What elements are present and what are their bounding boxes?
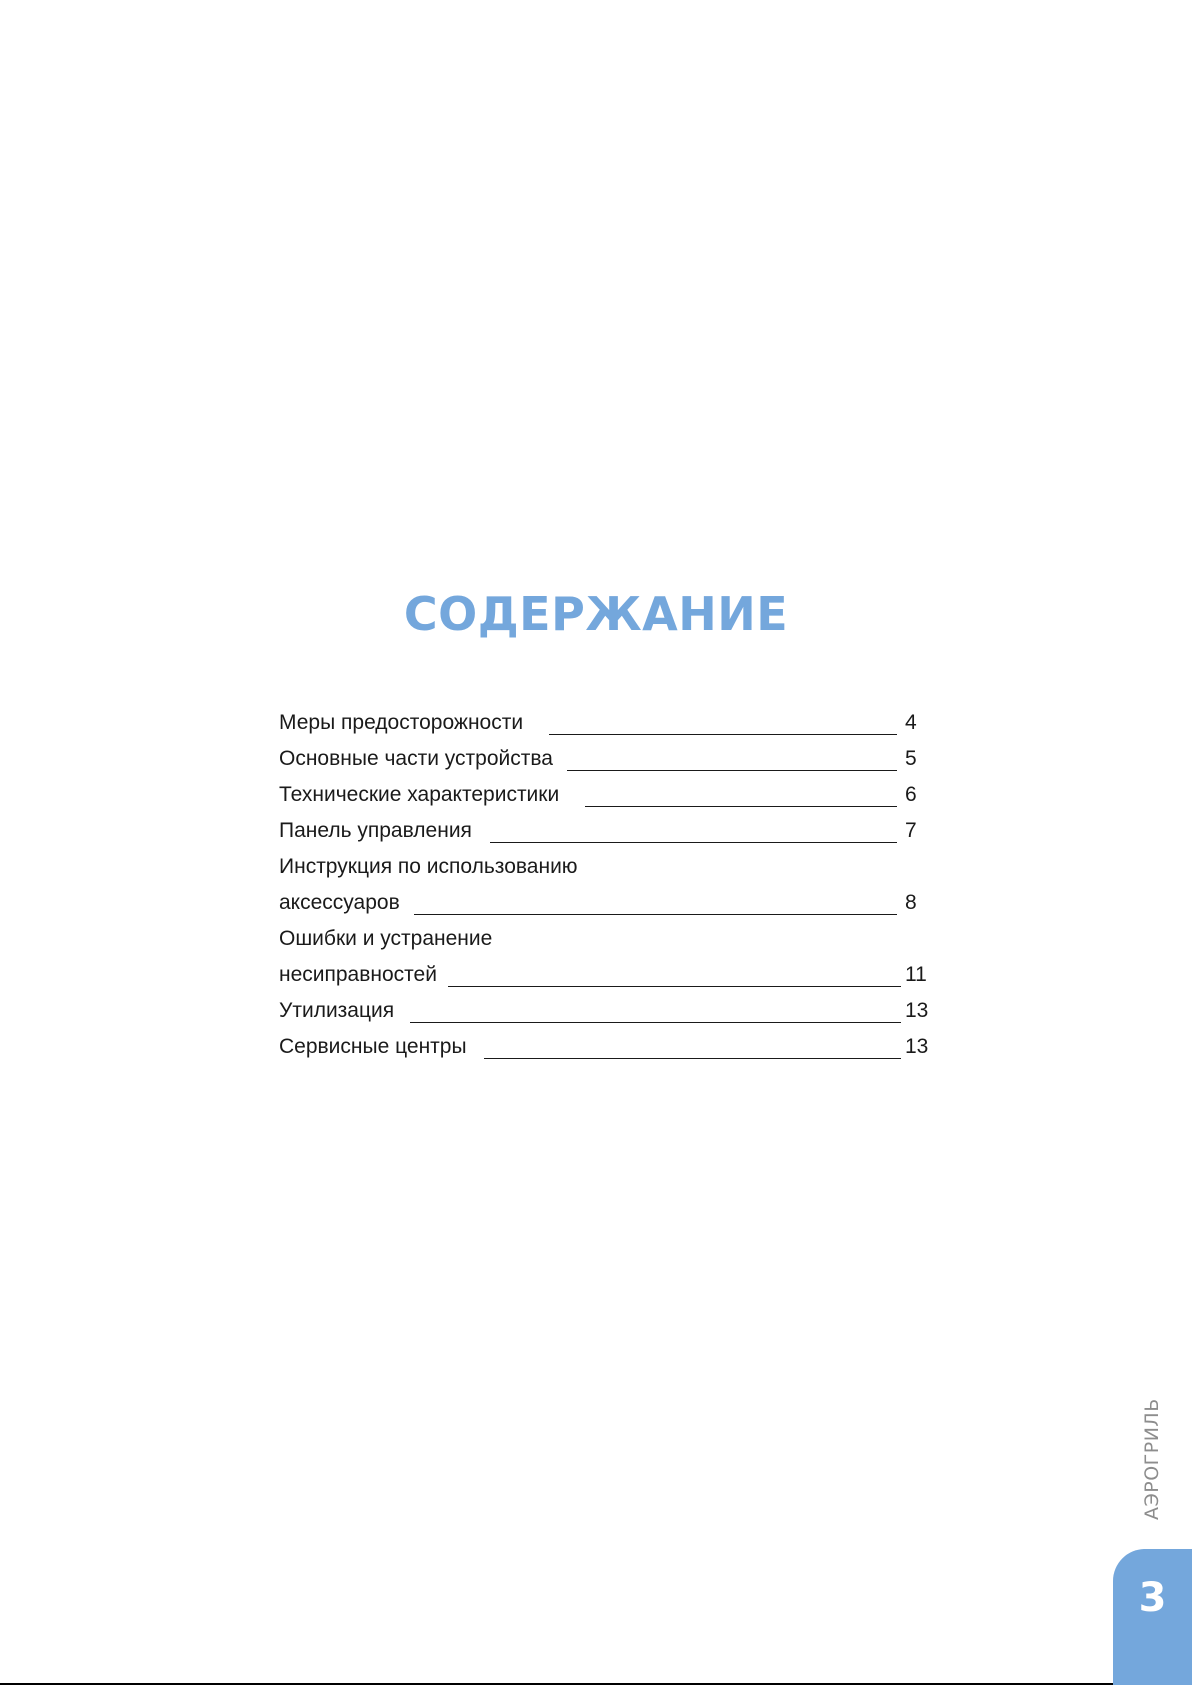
toc-page-number: 7 <box>905 819 917 842</box>
toc-leader-line <box>567 770 897 772</box>
toc-entry-label: Основные части устройства <box>279 747 553 770</box>
toc-entry-troubleshooting[interactable] <box>279 954 927 990</box>
toc-entry-label: Утилизация <box>279 999 395 1022</box>
toc-entry-label: Сервисные центры <box>279 1035 467 1058</box>
toc-leader-line <box>549 734 897 736</box>
toc-leader-line <box>448 986 901 988</box>
toc-entry-disposal[interactable] <box>279 990 929 1026</box>
toc-entry-label: Панель управления <box>279 819 472 842</box>
toc-leader-line <box>410 1022 901 1024</box>
toc-page-number: 13 <box>905 1035 929 1058</box>
toc-entry-label: Технические характеристики <box>279 783 560 806</box>
page-title: СОДЕРЖАНИЕ <box>403 587 789 641</box>
toc-page-number: 6 <box>905 783 917 806</box>
toc-page-number: 5 <box>905 747 917 770</box>
page-number: 3 <box>1138 1575 1167 1621</box>
toc-page-number: 4 <box>905 711 917 734</box>
toc-entry-label: Инструкция по использованию <box>279 855 578 878</box>
toc-leader-line <box>484 1058 901 1060</box>
toc-entry-troubleshooting-line1[interactable] <box>279 918 924 954</box>
toc-entry-control-panel[interactable] <box>279 810 924 846</box>
toc-entry-label: аксессуаров <box>279 891 400 914</box>
toc-entry-label: несиправностей <box>279 963 437 986</box>
toc-entry-service-centers[interactable] <box>279 1026 929 1062</box>
toc-leader-line <box>585 806 897 808</box>
toc-leader-line <box>414 914 897 916</box>
product-name-label <box>1141 1398 1173 1521</box>
toc-leader-line <box>490 842 897 844</box>
toc-entry-main-parts[interactable] <box>279 738 924 774</box>
toc-entry-accessories-line1[interactable] <box>279 846 924 882</box>
toc-entry-label: Меры предосторожности <box>279 711 524 734</box>
toc-page-number: 13 <box>905 999 929 1022</box>
table-of-contents <box>279 702 929 1062</box>
toc-entry-precautions[interactable] <box>279 702 924 738</box>
toc-entry-specifications[interactable] <box>279 774 924 810</box>
product-name-text: АЭРОГРИЛЬ <box>1141 1398 1163 1520</box>
toc-entry-label: Ошибки и устранение <box>279 927 493 950</box>
toc-page-number: 8 <box>905 891 917 914</box>
toc-entry-accessories[interactable] <box>279 882 924 918</box>
toc-page-number: 11 <box>905 963 927 986</box>
